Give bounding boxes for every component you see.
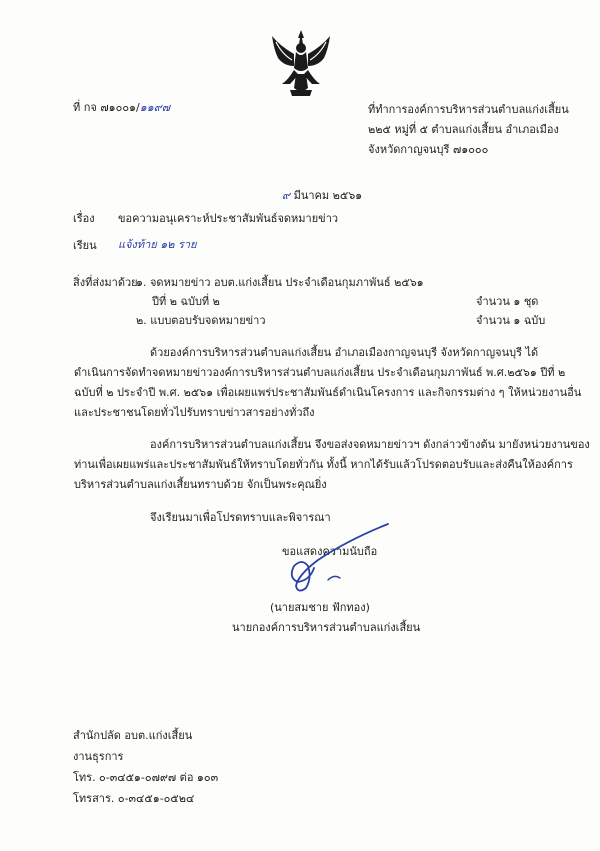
body-paragraph-1-line: ฉบับที่ ๒ ประจำปี พ.ศ. ๒๕๖๑ เพื่อเผยแพร่ประชาสัมพันธ์ดำเนินโครงการ และกิจกรรมต่าง ๆ ให้หน่วยงานอื่น	[74, 386, 582, 399]
enclosure-quantity: จำนวน ๑ ชุด	[476, 295, 539, 308]
body-paragraph-1-line: ด้วยองค์การบริหารส่วนตำบลแก่งเสี้ยน อำเภอเมืองกาญจนบุรี จังหวัดกาญจนบุรี ได้	[150, 346, 539, 359]
reference-number	[73, 100, 170, 115]
handwritten-reference-number: ๑๑๙๗	[139, 101, 171, 114]
address-line: จังหวัดกาญจนบุรี ๗๑๐๐๐	[368, 143, 489, 156]
enclosure-item-continued: ปีที่ ๒ ฉบับที่ ๒	[152, 295, 220, 308]
footer-office: สำนักปลัด อบต.แก่งเสี้ยน	[73, 729, 193, 742]
closing-request: จึงเรียนมาเพื่อโปรดทราบและพิจารณา	[150, 511, 331, 524]
address-line: ที่ทำการองค์การบริหารส่วนตำบลแก่งเสี้ยน	[368, 103, 569, 116]
garuda-emblem	[268, 28, 334, 98]
address-line: ๒๒๕ หมู่ที่ ๕ ตำบลแก่งเสี้ยน อำเภอเมือง	[368, 123, 559, 136]
footer-section: งานธุรการ	[73, 750, 124, 763]
salutation-label: เรียน	[73, 239, 97, 252]
enclosure-item: ๑. จดหมายข่าว อบต.แก่งเสี้ยน ประจำเดือนกุมภาพันธ์ ๒๕๖๑	[136, 276, 424, 289]
body-paragraph-1-line: และประชาชนโดยทั่วไปรับทราบข่าวสารอย่างทั่วถึง	[74, 406, 315, 419]
body-paragraph-2-line: บริหารส่วนตำบลแก่งเสี้ยนทราบด้วย จักเป็นพระคุณยิ่ง	[74, 478, 327, 491]
letter-date	[282, 188, 362, 203]
org-address	[368, 100, 569, 160]
subject-label: เรื่อง	[73, 212, 95, 225]
subject-text: ขอความอนุเคราะห์ประชาสัมพันธ์จดหมายข่าว	[118, 212, 339, 225]
body-paragraph-2-line: องค์การบริหารส่วนตำบลแก่งเสี้ยน จึงขอส่งจดหมายข่าวฯ ดังกล่าวข้างต้น มายังหน่วยงานของ	[150, 438, 590, 451]
body-paragraph-1-line: ดำเนินการจัดทำจดหมายข่าวองค์การบริหารส่วนตำบลแก่งเสี้ยน ประจำเดือนกุมภาพันธ์ พ.ศ.๒๕๖๑ ปีที่ ๒	[74, 366, 566, 379]
handwritten-recipient: แจ้งท้าย ๑๒ ราย	[118, 238, 197, 251]
signatory-name: (นายสมชาย ฟักทอง)	[270, 601, 370, 614]
footer-fax: โทรสาร. ๐-๓๔๕๑-๐๕๒๔	[73, 792, 195, 805]
body-paragraph-2-line: ท่านเพื่อเผยแพร่และประชาสัมพันธ์ให้ทราบโดยทั่วกัน ทั้งนี้ หากได้รับแล้วโปรดตอบรับและส่งคืนให้องค์การ	[74, 458, 573, 471]
footer-phone: โทร. ๐-๓๔๕๑-๐๗๙๗ ต่อ ๑๐๓	[73, 771, 219, 784]
regards-text: ขอแสดงความนับถือ	[282, 545, 378, 558]
date-month-year: มีนาคม ๒๕๖๑	[293, 189, 363, 202]
enclosures-label: สิ่งที่ส่งมาด้วย	[73, 276, 138, 289]
reference-prefix: ที่ กจ ๗๑๐๐๑/	[73, 101, 140, 114]
handwritten-signature	[258, 520, 398, 600]
signatory-title: นายกองค์การบริหารส่วนตำบลแก่งเสี้ยน	[232, 621, 421, 634]
handwritten-date-day: ๙	[282, 189, 291, 202]
enclosure-quantity: จำนวน ๑ ฉบับ	[476, 314, 546, 327]
enclosure-item: ๒. แบบตอบรับจดหมายข่าว	[136, 314, 266, 327]
